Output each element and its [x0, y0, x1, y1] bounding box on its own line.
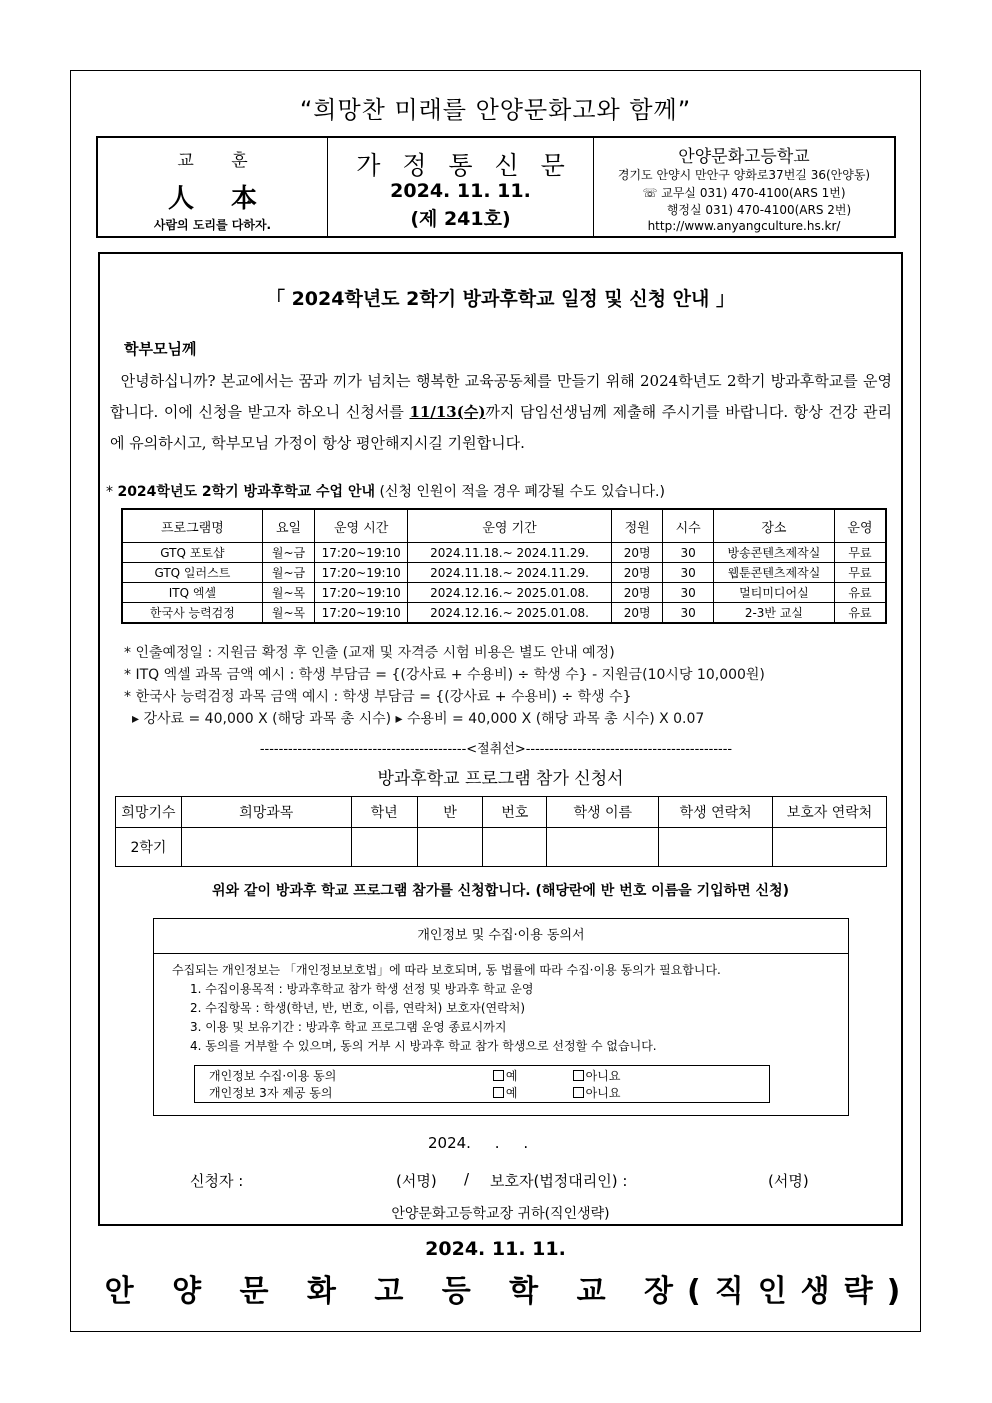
table-header-row [122, 509, 886, 543]
checkbox-icon[interactable] [573, 1070, 584, 1081]
table-cell: 2024.11.18.~ 2024.11.29. [408, 563, 612, 583]
table-cell: GTQ 일러스트 [122, 563, 262, 583]
table-row [122, 563, 886, 583]
consent-form [153, 918, 849, 1116]
table-cell: 2024.12.16.~ 2025.01.08. [408, 583, 612, 603]
guardian-label: 보호자(법정대리인) : [490, 1172, 628, 1190]
table-row [122, 543, 886, 563]
motto-label: 교 훈 [177, 151, 264, 171]
table-cell: 2024.12.16.~ 2025.01.08. [408, 603, 612, 624]
note-line: * 인출예정일 : 지원금 확정 후 인출 (교재 및 자격증 시험 비용은 별도 안내 예정) [124, 645, 615, 661]
table-cell: 월~목 [262, 603, 314, 624]
table-cell: 방송콘텐츠제작실 [713, 543, 834, 563]
section-title-text: 2024학년도 2학기 방과후학교 수업 안내 [117, 484, 375, 500]
motto-subtitle: 사람의 도리를 다하자. [153, 218, 272, 232]
agree-yes-option[interactable] [493, 1084, 569, 1102]
yes-label: 예 [505, 1069, 518, 1083]
cut-line: --------------------------------------------<절취선>-------------------------------------------- [259, 742, 733, 757]
column-header: 희망기수 [116, 797, 182, 828]
applicant-sign-mark[interactable]: (서명) [396, 1172, 437, 1190]
table-cell: 월~금 [262, 543, 314, 563]
column-header: 프로그램명 [122, 509, 262, 543]
guardian-sign-mark[interactable]: (서명) [768, 1172, 809, 1190]
guardian-contact-field[interactable] [773, 828, 887, 867]
table-cell: 20명 [611, 583, 662, 603]
column-header: 운영 기간 [408, 509, 612, 543]
note-line: * 한국사 능력검정 과목 금액 예시 : 학생 부담금 = {(강사료 + 수용비) ÷ 학생 수} [124, 689, 632, 705]
table-cell: ITQ 엑셀 [122, 583, 262, 603]
table-cell: 17:20~19:10 [315, 543, 408, 563]
table-cell: 2-3반 교실 [713, 603, 834, 624]
consent-title: 개인정보 및 수집·이용 동의서 [154, 919, 848, 954]
signature-date: 2024. . . [428, 1134, 529, 1152]
column-header: 정원 [611, 509, 662, 543]
term-cell: 2학기 [116, 828, 182, 867]
notice-body [110, 366, 892, 459]
table-cell: 20명 [611, 543, 662, 563]
agree-yes-option[interactable] [493, 1067, 569, 1085]
fee-notes [124, 642, 765, 730]
consent-body [172, 961, 721, 1056]
notice-title: 「 2024학년도 2학기 방과후학교 일정 및 신청 안내 」 [265, 288, 736, 310]
checkbox-icon[interactable] [573, 1087, 584, 1098]
agree-row-third-party [209, 1084, 649, 1102]
section-prefix: * [106, 484, 113, 500]
subject-field[interactable] [181, 828, 351, 867]
table-cell: 유료 [834, 603, 886, 624]
table-cell: 17:20~19:10 [315, 563, 408, 583]
table-cell: 17:20~19:10 [315, 583, 408, 603]
body-after: 까지 담임선생님께 제출해 주시기를 바랍니다. 항상 건강 관리에 유의하시고, 학부모님 가정이 항상 평안해지시길 기원합니다. [110, 403, 892, 452]
table-cell: 17:20~19:10 [315, 603, 408, 624]
agree-row-collection [209, 1067, 649, 1085]
column-header: 요일 [262, 509, 314, 543]
school-address: 경기도 안양시 만안구 양화로37번길 36(안양동) [617, 168, 871, 182]
student-contact-field[interactable] [659, 828, 773, 867]
school-phone-admin: 행정실 031) 470-4100(ARS 2번) [666, 203, 852, 217]
school-phone-office: ☏ 교무실 031) 470-4100(ARS 1번) [642, 186, 846, 200]
consent-agreement-box [194, 1065, 770, 1103]
student-name-field[interactable] [547, 828, 659, 867]
checkbox-icon[interactable] [493, 1070, 504, 1081]
slash-divider: / [464, 1170, 470, 1188]
table-cell: 30 [663, 543, 713, 563]
application-form-title: 방과후학교 프로그램 참가 신청서 [377, 769, 624, 789]
newsletter-title: 가 정 통 신 문 [356, 151, 572, 180]
yes-label: 예 [505, 1086, 518, 1100]
table-cell: 무료 [834, 563, 886, 583]
table-cell: 20명 [611, 603, 662, 624]
school-motto-cell [98, 138, 328, 236]
column-header: 장소 [713, 509, 834, 543]
principal-addressee: 안양문화고등학교장 귀하(직인생략) [391, 1206, 610, 1222]
program-table [121, 508, 887, 624]
table-cell: 2024.11.18.~ 2024.11.29. [408, 543, 612, 563]
newsletter-title-cell [328, 138, 594, 236]
table-cell: 월~목 [262, 583, 314, 603]
table-cell: GTQ 포토샵 [122, 543, 262, 563]
column-header: 희망과목 [181, 797, 351, 828]
deadline: 11/13(수) [409, 403, 486, 421]
column-header: 운영 시간 [315, 509, 408, 543]
note-line: * ITQ 엑셀 과목 금액 예시 : 학생 부담금 = {(강사료 + 수용비) ÷ 학생 수} - 지원금(10시당 10,000원) [124, 667, 765, 683]
body-before: 안녕하십니까? 본교에서는 꿈과 끼가 넘치는 행복한 교육공동체를 만들기 위해 2024학년도 2학기 방과후학교를 운영합니다. 이에 신청을 받고자 하오니 신청서를 [110, 372, 893, 421]
application-statement: 위와 같이 방과후 학교 프로그램 참가를 신청합니다. (해당란에 반 번호 이름을 기입하면 신청) [212, 883, 789, 899]
consent-intro: 수집되는 개인정보는 「개인정보보호법」에 따라 보호되며, 동 법률에 따라 수집·이용 동의가 필요합니다. [172, 963, 721, 977]
table-cell: 30 [663, 603, 713, 624]
column-header: 학생 연락처 [659, 797, 773, 828]
column-header: 시수 [663, 509, 713, 543]
no-label: 아니요 [585, 1069, 621, 1083]
agree-no-option[interactable] [573, 1067, 649, 1085]
issuer-name: 안 양 문 화 고 등 학 교 장(직인생략) [104, 1274, 915, 1309]
motto-value: 人 本 [167, 184, 272, 214]
table-cell: 월~금 [262, 563, 314, 583]
section-note: (신청 인원이 적을 경우 폐강될 수도 있습니다.) [379, 484, 665, 500]
program-section-title [106, 481, 665, 501]
agree-label: 개인정보 수집·이용 동의 [209, 1069, 337, 1083]
school-website[interactable]: http://www.anyangculture.hs.kr/ [647, 219, 841, 233]
table-cell: 한국사 능력검정 [122, 603, 262, 624]
school-slogan: “희망찬 미래를 안양문화고와 함께” [299, 96, 692, 124]
column-header: 번호 [483, 797, 547, 828]
table-row [122, 603, 886, 624]
application-table [115, 796, 887, 867]
consent-item: 3. 이용 및 보유기간 : 방과후 학교 프로그램 운영 종료시까지 [190, 1020, 507, 1034]
consent-item: 1. 수집이용목적 : 방과후학교 참가 학생 선정 및 방과후 학교 운영 [190, 982, 534, 996]
school-info-cell [594, 138, 894, 236]
table-cell: 웹툰콘텐츠제작실 [713, 563, 834, 583]
grade-field[interactable] [351, 828, 417, 867]
table-row [122, 583, 886, 603]
column-header: 운영 [834, 509, 886, 543]
newsletter-header [96, 136, 896, 238]
table-cell: 유료 [834, 583, 886, 603]
table-cell: 30 [663, 563, 713, 583]
application-entry-row [116, 828, 887, 867]
table-cell: 20명 [611, 563, 662, 583]
application-header-row [116, 797, 887, 828]
consent-item: 2. 수집항목 : 학생(학년, 반, 번호, 이름, 연락처) 보호자(연락처) [190, 1001, 526, 1015]
number-field[interactable] [483, 828, 547, 867]
newsletter-issue: (제 241호) [410, 208, 511, 230]
table-cell: 무료 [834, 543, 886, 563]
issue-date: 2024. 11. 11. [425, 1238, 566, 1260]
column-header: 학생 이름 [547, 797, 659, 828]
note-line: ▸ 강사료 = 40,000 X (해당 과목 총 시수) ▸ 수용비 = 40,000 X (해당 과목 총 시수) X 0.07 [132, 711, 705, 727]
newsletter-date: 2024. 11. 11. [390, 180, 531, 202]
column-header: 반 [417, 797, 483, 828]
checkbox-icon[interactable] [493, 1087, 504, 1098]
consent-item: 4. 동의를 거부할 수 있으며, 동의 거부 시 방과후 학교 참가 학생으로 선정할 수 없습니다. [190, 1039, 657, 1053]
applicant-label: 신청자 : [190, 1172, 244, 1190]
agree-no-option[interactable] [573, 1084, 649, 1102]
agree-label: 개인정보 3자 제공 동의 [209, 1086, 333, 1100]
column-header: 보호자 연락처 [773, 797, 887, 828]
column-header: 학년 [351, 797, 417, 828]
greeting: 학부모님께 [124, 340, 197, 358]
table-cell: 멀티미디어실 [713, 583, 834, 603]
class-field[interactable] [417, 828, 483, 867]
table-cell: 30 [663, 583, 713, 603]
school-name: 안양문화고등학교 [678, 147, 810, 167]
no-label: 아니요 [585, 1086, 621, 1100]
